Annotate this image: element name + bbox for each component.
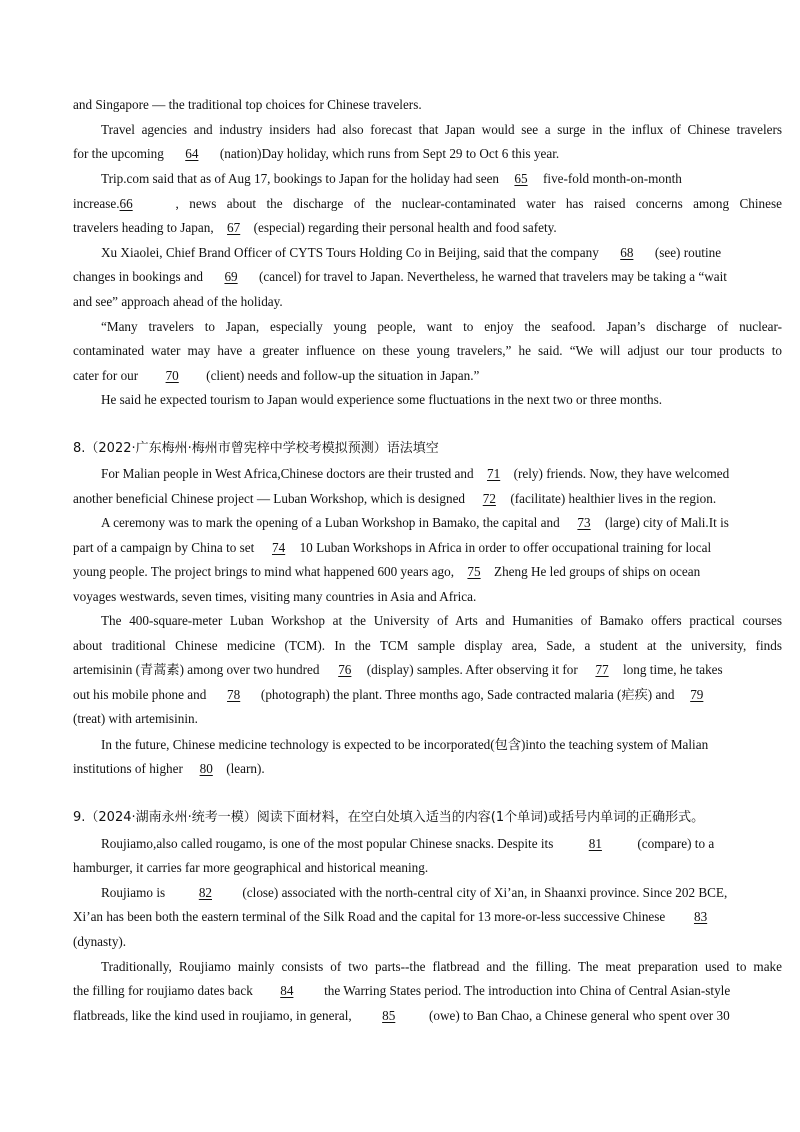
text-line: and Singapore — the traditional top choices for Chinese travelers. xyxy=(73,97,422,112)
text-line: contaminated water may have a greater influence on these young travelers,” he said. “We will adjust our tour products to xyxy=(73,343,782,358)
text-line: artemisinin (青蒿素) among over two hundred 76 (display) samples. After observing it for 77 long time, he takes xyxy=(73,662,723,677)
blank-84[interactable]: 84 xyxy=(280,983,294,998)
text-line: another beneficial Chinese project — Luban Workshop, which is designed 72 (facilitate) healthier lives in the region. xyxy=(73,491,717,506)
text-line: and see” approach ahead of the holiday. xyxy=(73,294,283,309)
question-heading: 8.（2022·广东梅州·梅州市曾宪梓中学校考模拟预测）语法填空 xyxy=(73,441,439,456)
blank-67[interactable]: 67 xyxy=(227,220,241,235)
text-line: institutions of higher 80 (learn). xyxy=(73,761,265,776)
blank-83[interactable]: 83 xyxy=(693,909,708,924)
blank-68[interactable]: 68 xyxy=(620,245,634,260)
text-line: Traditionally, Roujiamo mainly consists of two parts--the flatbread and the filling. The meat preparation used to make xyxy=(101,959,782,974)
text-line: In the future, Chinese medicine technology is expected to be incorporated(包含)into the teaching system of Malian xyxy=(101,737,709,752)
blank-80[interactable]: 80 xyxy=(199,761,213,776)
blank-81[interactable]: 81 xyxy=(588,836,602,851)
blank-66[interactable]: 66 xyxy=(119,196,133,211)
text-line: He said he expected tourism to Japan would experience some fluctuations in the next two or three months. xyxy=(101,392,663,407)
blank-69[interactable]: 69 xyxy=(224,269,238,284)
text-line: hamburger, it carries far more geographical and historical meaning. xyxy=(73,860,429,875)
text-line: (dynasty). xyxy=(73,934,127,949)
text-line: A ceremony was to mark the opening of a Luban Workshop in Bamako, the capital and 73 (large) city of Mali.It is xyxy=(101,515,729,530)
text-line: changes in bookings and 69 (cancel) for travel to Japan. Nevertheless, he warned that travelers may be taking a “wait xyxy=(73,269,727,284)
text-line: for the upcoming 64 (nation)Day holiday, which runs from Sept 29 to Oct 6 this year. xyxy=(73,146,560,161)
text-line: out his mobile phone and 78 (photograph) the plant. Three months ago, Sade contracted malaria (疟疾) and 79 xyxy=(73,686,782,703)
blank-65[interactable]: 65 xyxy=(514,171,528,186)
text-line: “Many travelers to Japan, especially young people, want to enjoy the seafood. Japan’s discharge of nuclear- xyxy=(101,319,782,334)
blank-73[interactable]: 73 xyxy=(577,515,591,530)
text-line: Xu Xiaolei, Chief Brand Officer of CYTS Tours Holding Co in Beijing, said that the company 68 (see) routine xyxy=(101,245,722,260)
blank-74[interactable]: 74 xyxy=(271,540,286,555)
text-line: (treat) with artemisinin. xyxy=(73,711,198,726)
text-line: young people. The project brings to mind what happened 600 years ago, 75 Zheng He led groups of ships on ocean xyxy=(73,564,701,579)
text-line: Trip.com said that as of Aug 17, bookings to Japan for the holiday had seen 65 five-fold month-on-month xyxy=(101,171,682,186)
blank-72[interactable]: 72 xyxy=(482,491,496,506)
blank-75[interactable]: 75 xyxy=(467,564,481,579)
blank-78[interactable]: 78 xyxy=(227,687,241,702)
blank-76[interactable]: 76 xyxy=(338,662,352,677)
blank-82[interactable]: 82 xyxy=(198,885,212,900)
text-line: For Malian people in West Africa,Chinese doctors are their trusted and 71 (rely) friends. Now, they have welcomed xyxy=(101,466,730,481)
text-line: flatbreads, like the kind used in roujiamo, in general, 85 (owe) to Ban Chao, a Chinese general who spent over 30 xyxy=(73,1008,730,1023)
text-line: about traditional Chinese medicine (TCM). In the TCM sample display area, Sade, a student at the university, finds xyxy=(73,638,782,653)
blank-85[interactable]: 85 xyxy=(382,1008,396,1023)
text-line: Roujiamo,also called rougamo, is one of the most popular Chinese snacks. Despite its 81 (compare) to a xyxy=(101,836,715,851)
text-line: voyages westwards, seven times, visiting many countries in Asia and Africa. xyxy=(73,589,477,604)
text-line: Xi’an has been both the eastern terminal of the Silk Road and the capital for 13 more-or-less successive Chinese 83 xyxy=(73,908,782,925)
text-line: Roujiamo is 82 (close) associated with the north-central city of Xi’an, in Shaanxi province. Since 202 BCE, xyxy=(101,885,728,900)
text-line: the filling for roujiamo dates back 84 the Warring States period. The introduction into China of Central Asian-style xyxy=(73,983,731,998)
text-line: The 400-square-meter Luban Workshop at the University of Arts and Humanities of Bamako offers practical courses xyxy=(101,613,782,628)
blank-79[interactable]: 79 xyxy=(690,687,704,702)
text-line: Travel agencies and industry insiders had also forecast that Japan would see a surge in the influx of Chinese travelers xyxy=(101,122,782,137)
text-line: cater for our 70 (client) needs and follow-up the situation in Japan.” xyxy=(73,368,480,383)
text-line: travelers heading to Japan, 67 (especial) regarding their personal health and food safety. xyxy=(73,220,557,235)
blank-71[interactable]: 71 xyxy=(487,466,501,481)
text-line: increase.66 , news about the discharge of the nuclear-contaminated water has raised concerns among Chinese xyxy=(73,196,782,211)
blank-64[interactable]: 64 xyxy=(185,146,199,161)
blank-70[interactable]: 70 xyxy=(165,368,179,383)
text-line: part of a campaign by China to set 74 10 Luban Workshops in Africa in order to offer occupational training for local xyxy=(73,540,712,555)
blank-77[interactable]: 77 xyxy=(595,662,609,677)
question-heading: 9.（2024·湖南永州·统考一模）阅读下面材料，在空白处填入适当的内容(1个单词)或括号内单词的正确形式。 xyxy=(73,810,705,825)
